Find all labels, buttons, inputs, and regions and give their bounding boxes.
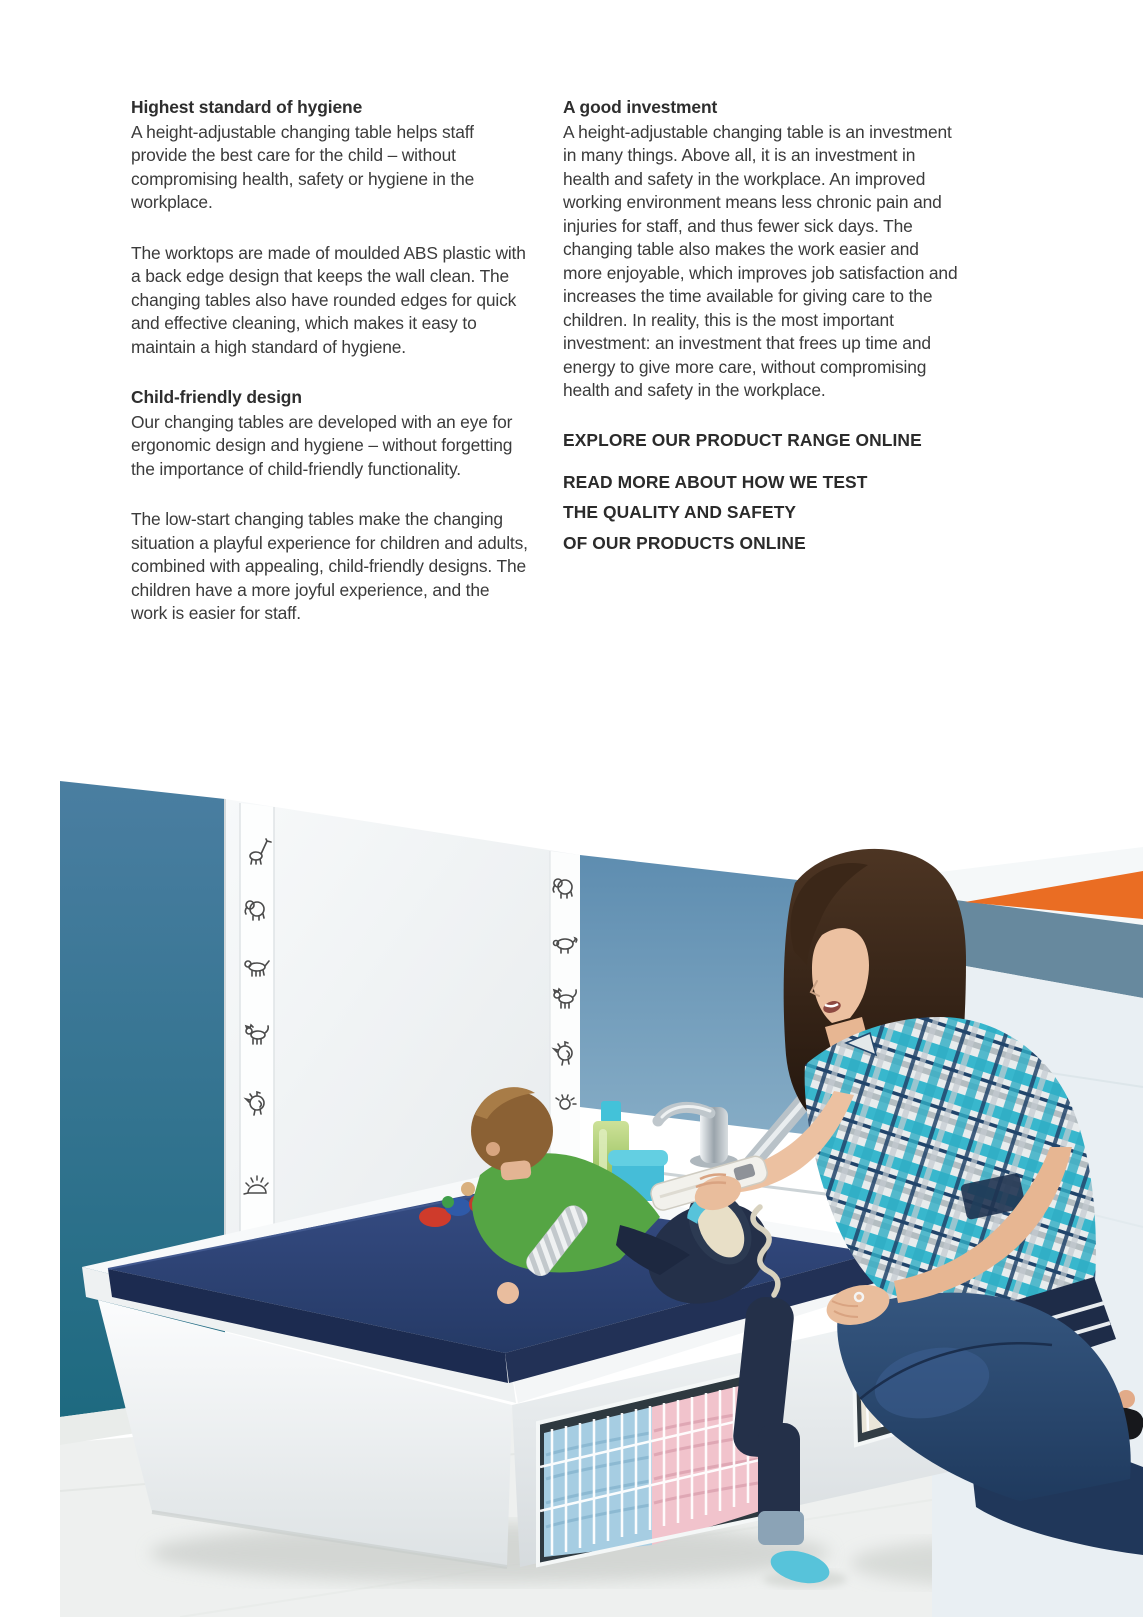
text-columns bbox=[131, 96, 963, 653]
paragraph: Our changing tables are developed with an eye for ergonomic design and hygiene – without forgetting the importance of child-friendly functionality. bbox=[131, 411, 513, 479]
column-left bbox=[131, 96, 529, 653]
child-hand bbox=[497, 1282, 519, 1304]
cta-explore-product-range: EXPLORE OUR PRODUCT RANGE ONLINE bbox=[563, 429, 922, 450]
cta-read-more bbox=[563, 467, 961, 559]
photo-changing-table-scene bbox=[60, 755, 1143, 1617]
column-right bbox=[563, 96, 961, 653]
heading-investment: A good investment bbox=[563, 97, 718, 117]
heading-child-friendly: Child-friendly design bbox=[131, 387, 302, 407]
paragraph: The worktops are made of moulded ABS plastic with a back edge design that keeps the wall clean. The changing tables also have rounded edges for quick and effective cleaning, which makes it easy to maintain a high standard of hygiene. bbox=[131, 242, 526, 357]
heading-hygiene: Highest standard of hygiene bbox=[131, 97, 363, 117]
paragraph: A height-adjustable changing table is an investment in many things. Above all, it is an investment in health and safety in the workplace. An improved working environment means less chronic pain and injuries for staff, and thus fewer sick days. The changing table also makes the work easier and more enjoyable, which improves job satisfaction and increases the time available for giving care to the children. In reality, this is the most important investment: an investment that frees up time and energy to give more care, without compromising health and safety in the workplace. bbox=[563, 121, 958, 400]
cta-read-line: THE QUALITY AND SAFETY bbox=[563, 502, 797, 522]
paragraph: A height-adjustable changing table helps staff provide the best care for the child – without compromising health, safety or hygiene in the workplace. bbox=[131, 121, 475, 212]
paragraph: The low-start changing tables make the changing situation a playful experience for children and adults, combined with appealing, child-friendly designs. The children have a more joyful experience, and the work is easier for staff. bbox=[131, 509, 528, 623]
cta-read-line: OF OUR PRODUCTS ONLINE bbox=[563, 532, 806, 553]
cta-read-line: READ MORE ABOUT HOW WE TEST bbox=[563, 471, 868, 492]
growth-strip-right bbox=[550, 851, 580, 1183]
child-jeans-cuff bbox=[758, 1511, 804, 1545]
